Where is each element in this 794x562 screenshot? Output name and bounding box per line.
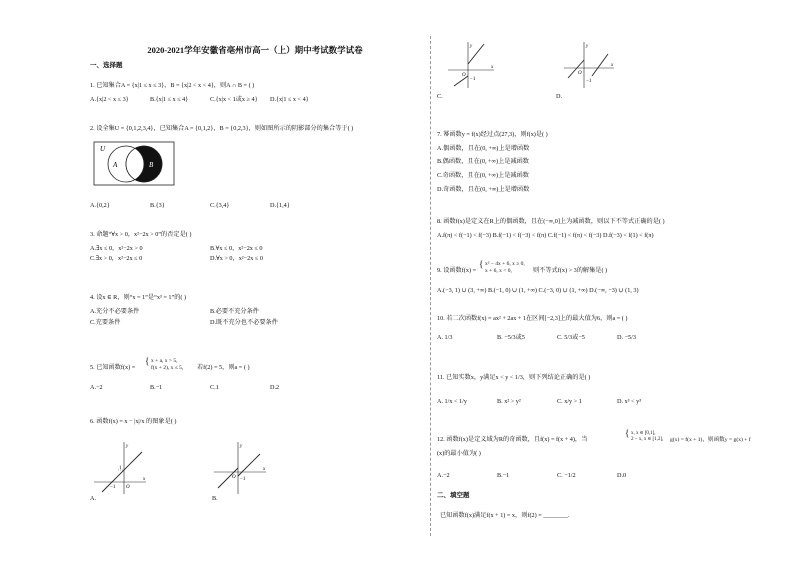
q6-option-c-label: C. — [437, 93, 443, 100]
q10-option-b: B. −5/3或5 — [497, 334, 525, 341]
q11-option-a: A. 1/x < 1/y — [437, 398, 467, 405]
graph-d-x-label: x — [611, 63, 614, 68]
q3-stem: 3. 命题“∀x > 0，x²−2x > 0”的否定是( ) — [90, 231, 192, 238]
section-heading-choice: 一、选择题 — [90, 62, 123, 69]
graph-a-tick-neg1: −1 — [110, 485, 116, 490]
graph-d-tick-neg1: −1 — [586, 79, 592, 84]
q12-option-d: D.0 — [617, 472, 627, 479]
q5-piece-2: f(x + 2), x ≤ 5, — [151, 365, 184, 371]
q2-option-b: B.{3} — [150, 202, 165, 209]
graph-d-y-label: y — [586, 44, 589, 49]
graph-c-origin: O — [462, 73, 466, 78]
q7-option-b: B.偶函数，且在(0, +∞)上是减函数 — [437, 158, 529, 165]
q10-option-a: A. 1/3 — [437, 334, 453, 341]
q4-option-d: D.既不充分也不必要条件 — [210, 319, 278, 326]
q6-option-b-label: B. — [212, 495, 218, 502]
q9-stem-pre: 9. 设函数f(x) = — [437, 267, 477, 274]
q1-option-b: B.{x|1 ≤ x ≤ 4} — [150, 96, 189, 103]
q3-option-d: D.∀x > 0，x²−2x ≤ 0 — [210, 255, 263, 262]
q12-brace: { — [625, 428, 630, 438]
graph-a-tick-1: 1 — [119, 466, 122, 471]
section-heading-fill: 二、填空题 — [437, 492, 470, 499]
q7-option-a: A.偶函数，且在(0, +∞)上是增函数 — [437, 145, 530, 152]
q6-option-a-label: A. — [90, 495, 97, 502]
q7-stem: 7. 幂函数y = f(x)经过点(27,3)，则f(x)是( ) — [437, 131, 548, 138]
q9-piece-2: x + 6, x < 0, — [485, 268, 512, 274]
q6-graph-c — [446, 40, 496, 90]
column-divider — [430, 36, 431, 536]
q10-option-c: C. 5/3或−5 — [557, 334, 585, 341]
q8-stem: 8. 函数f(x)是定义在R上的偶函数，且在(−∞,0]上为减函数，则以下不等式正确的是( ) — [437, 218, 665, 225]
venn-label-u: U — [100, 145, 106, 153]
q5-option-a: A.−2 — [90, 384, 103, 391]
graph-d-origin: O — [578, 71, 582, 76]
q9-options: A.(−3, 1) ∪ (3, +∞) B.(−1, 0) ∪ (1, +∞) C.(−3, 0) ∪ (1, +∞) D.(−∞, −3) ∪ (1, 3) — [437, 287, 639, 294]
q12-option-c: C. −1/2 — [557, 472, 576, 479]
q11-option-c: C. x/y > 1 — [557, 398, 582, 405]
graph-b-origin: O — [232, 475, 236, 480]
q5-brace: { — [145, 356, 150, 366]
q5-option-d: D.2 — [270, 384, 280, 391]
q6-stem: 6. 函数f(x) = x − |x|/x 的图象是( ) — [90, 418, 177, 425]
q12-piece-2: 2 − x, x ∈ [1,2], — [631, 437, 664, 442]
q4-option-c: C.充要条件 — [90, 319, 121, 326]
q2-option-d: D.{1,4} — [270, 202, 290, 209]
q8-options: A.f(π) < f(−1) < f(−3) B.f(−1) < f(−3) < f(π) C.f(−1) < f(π) < f(−3) D.f(−3) < f(1) < f(π) — [437, 232, 654, 239]
q11-option-b: B. x² > y² — [497, 398, 521, 405]
q10-stem: 10. 若二次函数f(x) = ax² + 2ax + 1在区间[−2,3]上的最大值为6，则a = ( ) — [437, 315, 628, 322]
q7-option-c: C.奇函数，且在(0, +∞)上是减函数 — [437, 172, 529, 179]
q5-stem-post: 若f(2) = 5，则a = ( ) — [197, 364, 250, 371]
graph-b-tick-neg1: −1 — [240, 477, 246, 482]
q2-option-a: A.{0,2} — [90, 202, 110, 209]
q2-option-c: C.{3,4} — [210, 202, 230, 209]
q7-option-d: D.奇函数，且在(0, +∞)上是增函数 — [437, 186, 530, 193]
q5-option-c: C.1 — [210, 384, 219, 391]
q3-option-c: C.∃x > 0，x²−2x ≤ 0 — [90, 255, 143, 262]
q1-option-d: D.{x|1 ≤ x < 4} — [270, 96, 309, 103]
q4-option-a: A.充分不必要条件 — [90, 308, 140, 315]
q6-option-d-label: D. — [556, 93, 563, 100]
graph-a-x-label: x — [143, 477, 146, 482]
venn-label-a: A — [113, 161, 118, 169]
graph-a-y-label: y — [126, 444, 129, 449]
q6-graph-b — [212, 440, 268, 496]
q11-option-d: D. x³ < y³ — [617, 398, 642, 405]
q12-option-b: B.−1 — [497, 472, 510, 479]
q5-piece-1: x + a, x > 5, — [151, 358, 178, 364]
graph-b-y-label: y — [240, 444, 243, 449]
q4-stem: 4. 设x ∈ R，则“x = 1”是“x³ = 1”的( ) — [90, 294, 187, 301]
q12-piece-1: x, x ∈ [0,1], — [631, 431, 656, 436]
q3-option-a: A.∃x ≤ 0，x²−2x > 0 — [90, 245, 143, 252]
q12-stem-line2: (x)的最小值为( ) — [437, 450, 481, 457]
q6-graph-a — [92, 440, 148, 496]
q11-stem: 11. 已知实数x，y满足x < y < 1/3，则下列结论正确的是( ) — [437, 374, 591, 381]
graph-c-y-label: y — [470, 44, 473, 49]
q12-stem-post: g(x) = f(x + 1)，则函数y = g(x) + f — [670, 437, 751, 443]
graph-b-x-label: x — [263, 467, 266, 472]
q3-option-b: B.∀x ≤ 0，x²−2x ≤ 0 — [210, 245, 263, 252]
venn-diagram — [92, 140, 178, 188]
q1-option-a: A.{x|2 < x ≤ 3} — [90, 96, 129, 103]
q12-option-a: A.−2 — [437, 472, 450, 479]
q10-option-d: D. −5/3 — [617, 334, 636, 341]
q12-stem-pre: 12. 函数f(x)是定义域为R的奇函数，且f(x) = f(x + 4)，当 — [437, 436, 588, 443]
venn-label-b: B — [149, 161, 154, 169]
q4-option-b: B.必要不充分条件 — [210, 308, 259, 315]
q9-brace: { — [479, 259, 484, 269]
q1-option-c: C.{x|x < 1或x ≥ 4} — [210, 96, 258, 103]
q5-stem-pre: 5. 已知函数f(x) = — [90, 364, 136, 371]
q5-option-b: B.−1 — [150, 384, 163, 391]
graph-a-origin: O — [126, 485, 130, 490]
q9-piece-1: x² − 4x + 6, x ≥ 0, — [485, 261, 525, 267]
q1-stem: 1. 已知集合A = {x|1 ≤ x ≤ 3}，B = {x|2 < x < 4}，则A ∩ B = ( ) — [90, 82, 255, 89]
q9-stem-post: 则不等式f(x) > 3的解集是( ) — [533, 267, 608, 274]
q13-stem: 已知函数f(x)满足f(x + 1) = x，则f(2) = ________. — [440, 512, 570, 519]
graph-c-x-label: x — [491, 65, 494, 70]
q2-stem: 2. 设全集U = {0,1,2,3,4}，已知集合A = {0,1,2}，B = {0,2,3}，则如图所示的阴影部分的集合等于( ) — [90, 125, 354, 132]
graph-c-tick-neg1: −1 — [470, 77, 476, 82]
q6-graph-d — [562, 40, 616, 90]
exam-title: 2020-2021学年安徽省亳州市高一（上）期中考试数学试卷 — [147, 45, 363, 55]
